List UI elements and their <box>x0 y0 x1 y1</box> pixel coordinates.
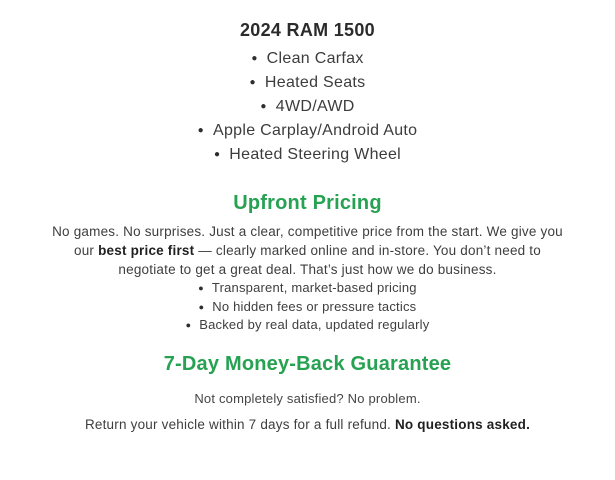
guarantee-line1: Not completely satisfied? No problem. <box>194 390 421 406</box>
guarantee-line2-bold: No questions asked. <box>394 416 531 432</box>
bullet-icon: ● <box>198 283 204 293</box>
feature-item <box>0 71 615 95</box>
pricing-bullet-item <box>0 316 615 335</box>
paragraph-text-end: — clearly marked online and in-store. You don’t need to negotiate to get a great deal. That’s just how we do business. <box>118 243 541 277</box>
bullet-icon: ● <box>260 101 267 112</box>
pricing-bullet-label: Transparent, market-based pricing <box>211 280 417 295</box>
bullet-icon: ● <box>249 77 256 88</box>
upfront-pricing-heading: Upfront Pricing <box>233 192 382 214</box>
paragraph-text-start: No games. No surprises. Just a clear, competitive price from the start. We give you our <box>52 224 563 258</box>
guarantee-heading: 7-Day Money-Back Guarantee <box>163 352 452 375</box>
feature-label: Heated Seats <box>264 74 366 91</box>
feature-item <box>0 143 615 167</box>
pricing-bullet-label: Backed by real data, updated regularly <box>199 317 430 333</box>
paragraph-bold-text: best price first <box>98 243 195 258</box>
vehicle-title: 2024 RAM 1500 <box>240 20 375 40</box>
feature-item <box>0 95 615 119</box>
bullet-icon: ● <box>185 320 192 331</box>
bullet-icon: ● <box>198 301 205 312</box>
pricing-bullet-item <box>0 279 615 298</box>
upfront-pricing-paragraph <box>50 222 566 279</box>
feature-label: 4WD/AWD <box>275 98 355 115</box>
guarantee-line2-regular: Return your vehicle within 7 days for a full refund. <box>84 416 395 432</box>
pricing-bullet-list <box>0 279 615 335</box>
bullet-icon: ● <box>197 125 204 136</box>
feature-label: Apple Carplay/Android Auto <box>212 122 418 139</box>
pricing-bullet-label: No hidden fees or pressure tactics <box>212 298 417 314</box>
feature-label: Heated Steering Wheel <box>229 146 402 163</box>
feature-item <box>0 119 615 143</box>
pricing-bullet-item <box>0 298 615 317</box>
feature-label: Clean Carfax <box>266 50 364 67</box>
feature-list <box>0 47 615 167</box>
bullet-icon: ● <box>213 149 221 160</box>
bullet-icon: ● <box>251 53 258 64</box>
feature-item <box>0 47 615 71</box>
guarantee-line2 <box>0 415 615 434</box>
